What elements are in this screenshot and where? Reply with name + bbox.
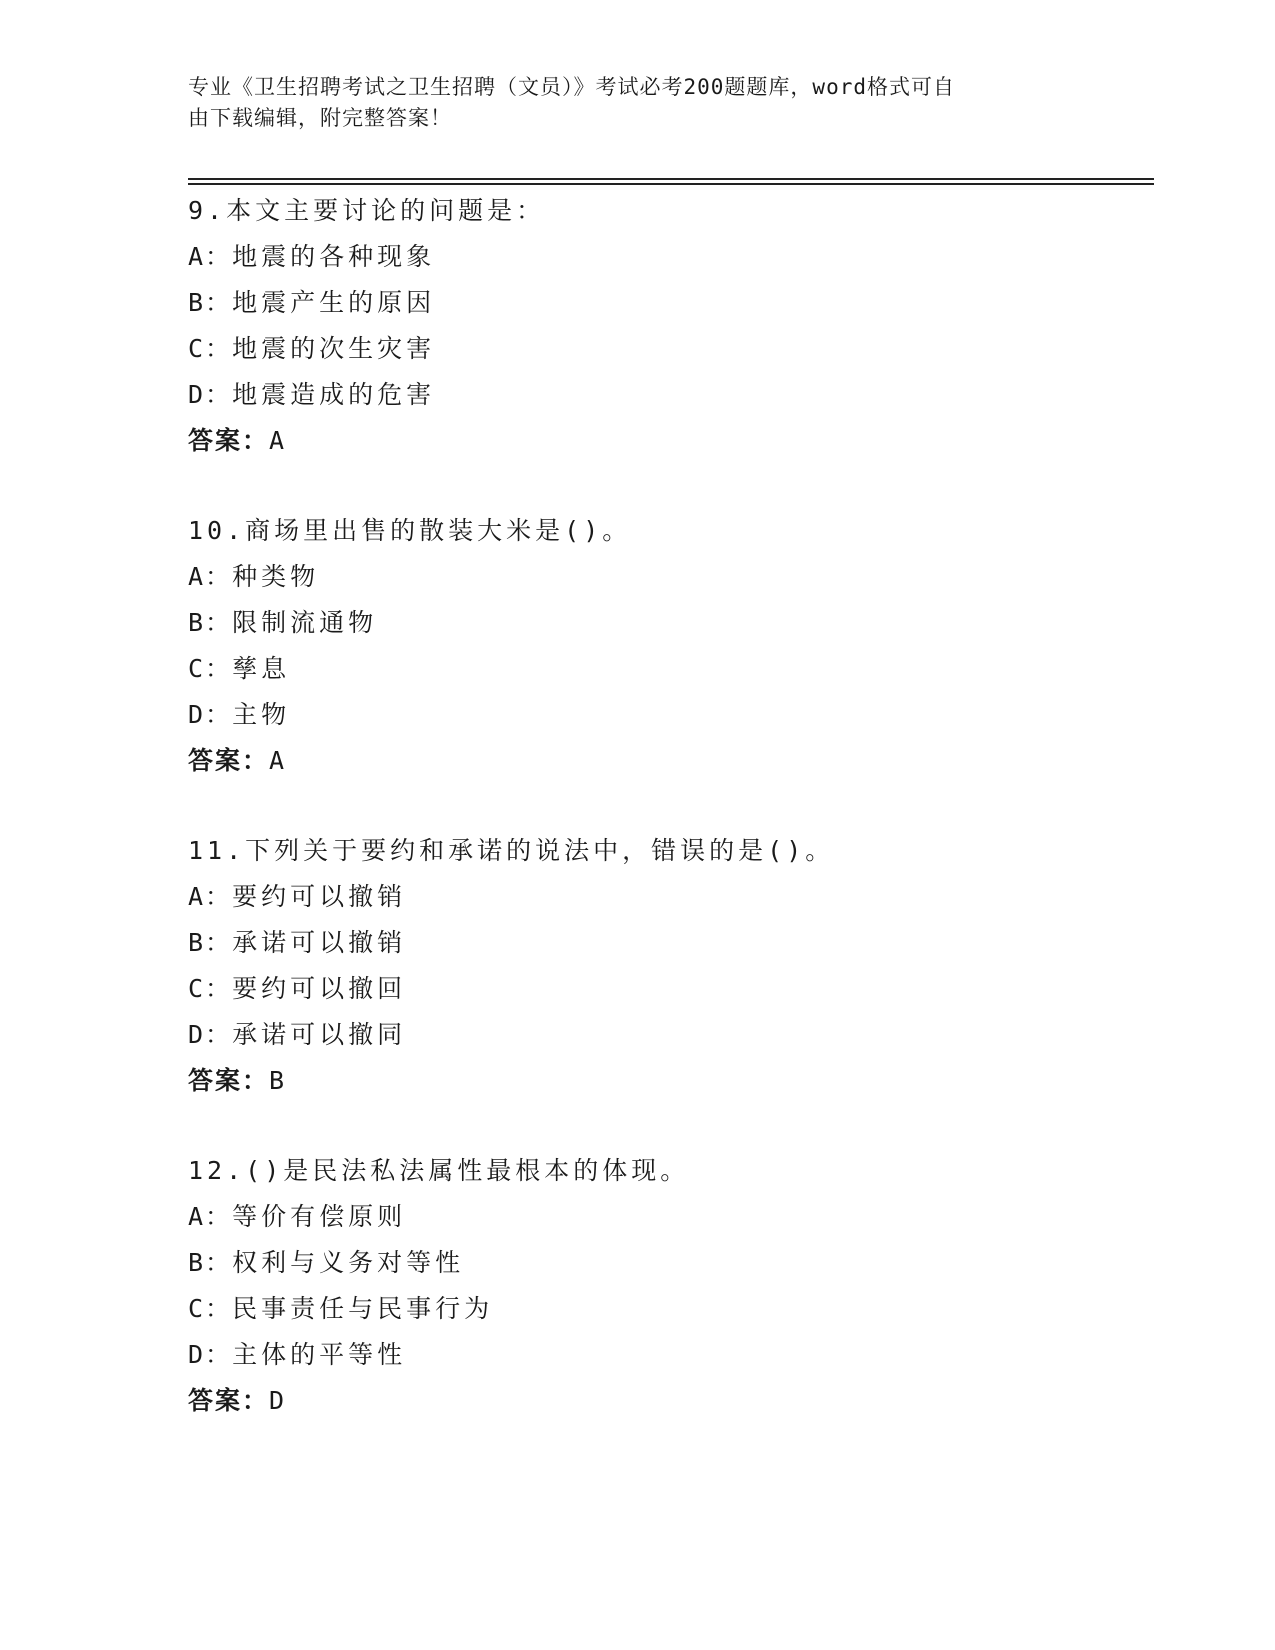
option-text: 孳息 [232, 654, 291, 683]
question-9 [188, 188, 1154, 464]
document-header [188, 72, 1068, 134]
option-a [188, 1194, 1154, 1240]
header-divider-bottom [188, 183, 1154, 185]
question-list [188, 188, 1154, 1468]
option-text: 种类物 [232, 562, 320, 591]
option-b [188, 920, 1154, 966]
question-11 [188, 828, 1154, 1104]
question-10 [188, 508, 1154, 784]
option-text: 民事责任与民事行为 [232, 1294, 494, 1323]
answer-value: A [269, 746, 286, 775]
option-text: 主物 [232, 700, 291, 729]
option-text: 地震造成的危害 [232, 380, 436, 409]
option-letter: D： [188, 380, 233, 409]
question-stem: 10.商场里出售的散装大米是()。 [188, 516, 632, 545]
option-d [188, 372, 1154, 418]
option-letter: B： [188, 608, 233, 637]
option-b [188, 1240, 1154, 1286]
option-letter: C： [188, 974, 233, 1003]
option-c [188, 646, 1154, 692]
option-d [188, 692, 1154, 738]
option-b [188, 280, 1154, 326]
header-line-2: 由下载编辑，附完整答案！ [188, 106, 452, 130]
option-text: 主体的平等性 [232, 1340, 407, 1369]
answer-label: 答案： [188, 1386, 270, 1415]
option-letter: A： [188, 242, 233, 271]
option-letter: D： [188, 1020, 233, 1049]
option-letter: A： [188, 1202, 233, 1231]
answer-label: 答案： [188, 426, 270, 455]
option-text: 地震的次生灾害 [232, 334, 436, 363]
question-12 [188, 1148, 1154, 1424]
option-a [188, 554, 1154, 600]
answer-line [188, 1058, 1154, 1104]
option-text: 限制流通物 [232, 608, 378, 637]
answer-line [188, 738, 1154, 784]
option-letter: D： [188, 1340, 233, 1369]
option-text: 等价有偿原则 [232, 1202, 407, 1231]
header-divider-top [188, 178, 1154, 180]
option-letter: B： [188, 1248, 233, 1277]
option-letter: C： [188, 1294, 233, 1323]
option-b [188, 600, 1154, 646]
option-c [188, 966, 1154, 1012]
option-letter: C： [188, 654, 233, 683]
option-a [188, 874, 1154, 920]
option-letter: B： [188, 288, 233, 317]
answer-line [188, 1378, 1154, 1424]
answer-value: D [269, 1386, 286, 1415]
header-line-1: 专业《卫生招聘考试之卫生招聘（文员）》考试必考200题题库，word格式可自 [188, 75, 955, 99]
answer-value: A [269, 426, 286, 455]
question-stem: 12.()是民法私法属性最根本的体现。 [188, 1156, 690, 1185]
option-text: 承诺可以撤同 [232, 1020, 407, 1049]
option-text: 权利与义务对等性 [232, 1248, 465, 1277]
option-letter: C： [188, 334, 233, 363]
option-d [188, 1012, 1154, 1058]
answer-value: B [269, 1066, 286, 1095]
question-stem: 11.下列关于要约和承诺的说法中，错误的是()。 [188, 836, 835, 865]
option-d [188, 1332, 1154, 1378]
question-stem: 9.本文主要讨论的问题是： [188, 196, 546, 225]
option-letter: A： [188, 882, 233, 911]
option-a [188, 234, 1154, 280]
option-text: 要约可以撤销 [232, 882, 407, 911]
option-letter: A： [188, 562, 233, 591]
answer-line [188, 418, 1154, 464]
option-letter: B： [188, 928, 233, 957]
option-text: 地震的各种现象 [232, 242, 436, 271]
answer-label: 答案： [188, 1066, 270, 1095]
option-letter: D： [188, 700, 233, 729]
option-c [188, 1286, 1154, 1332]
option-text: 要约可以撤回 [232, 974, 407, 1003]
answer-label: 答案： [188, 746, 270, 775]
option-text: 地震产生的原因 [232, 288, 436, 317]
option-text: 承诺可以撤销 [232, 928, 407, 957]
option-c [188, 326, 1154, 372]
